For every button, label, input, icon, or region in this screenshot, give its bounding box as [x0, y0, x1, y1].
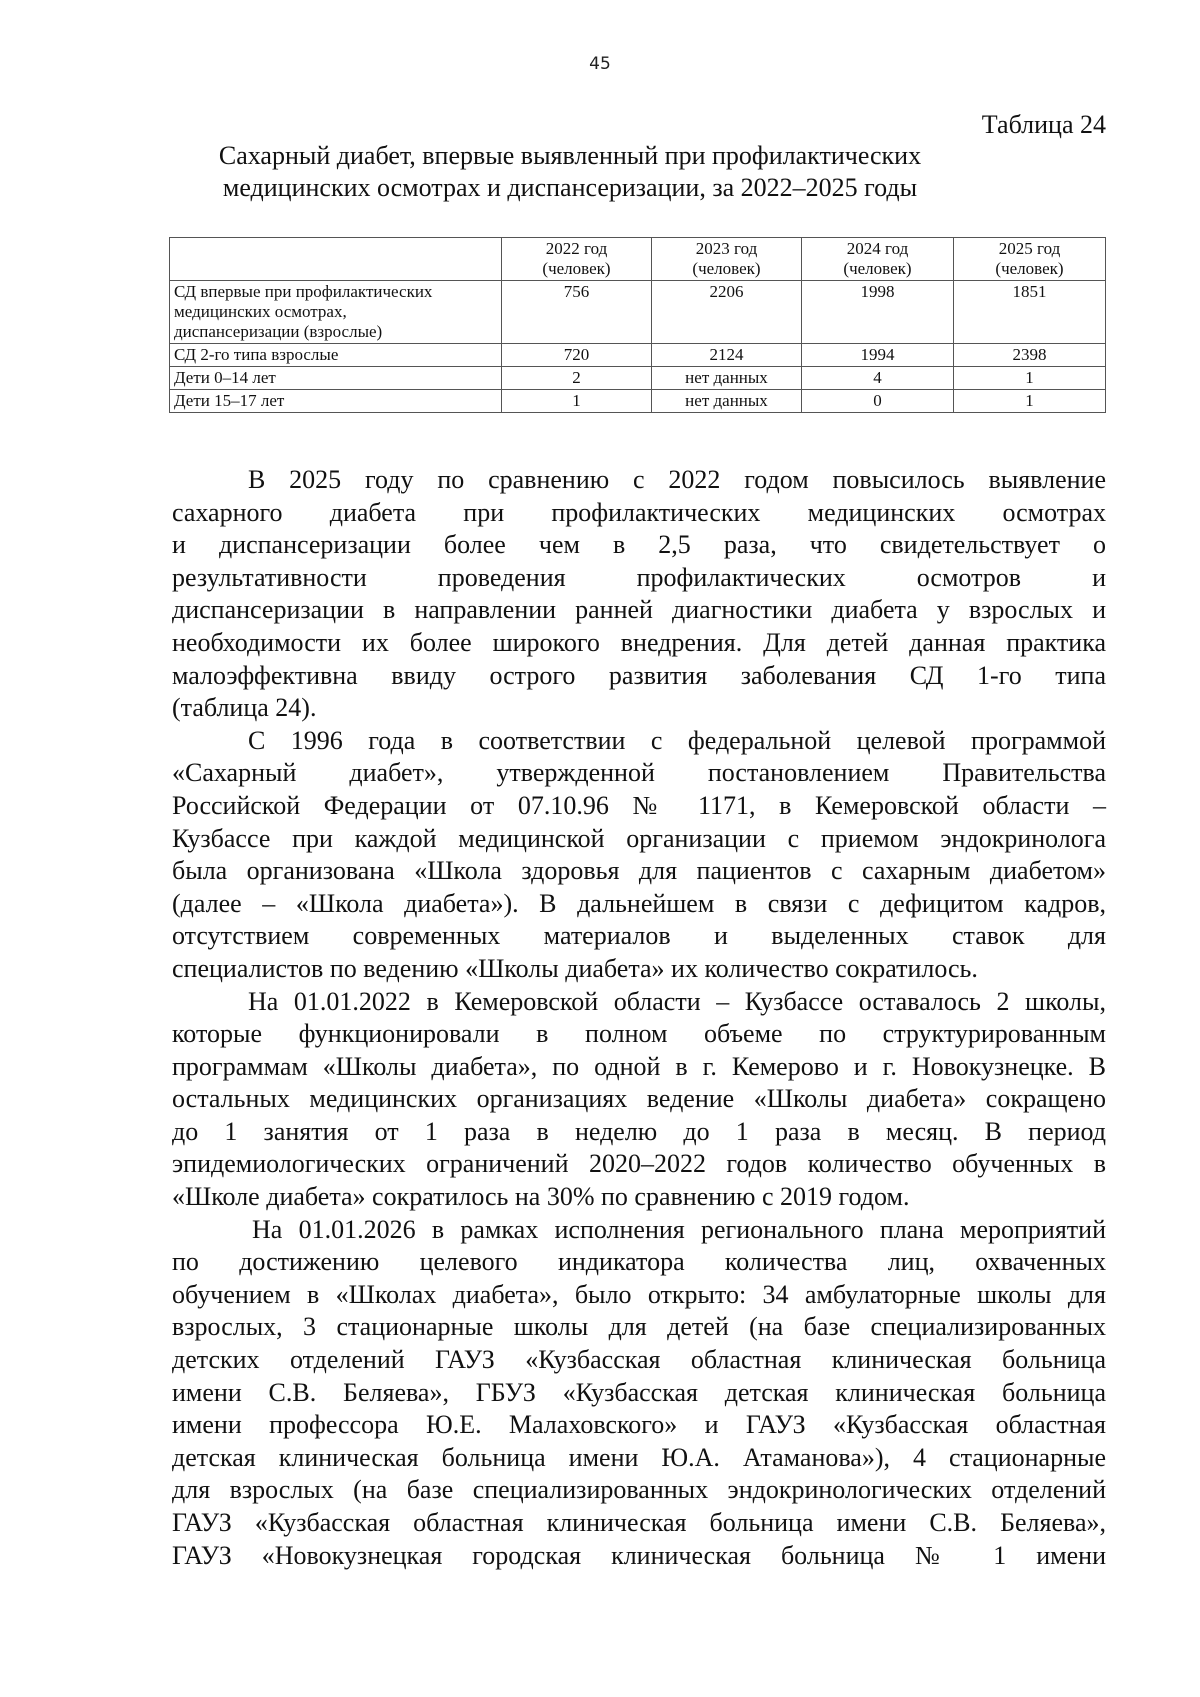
- text-line: взрослых, 3 стационарные школы для детей (на базе специализированных: [172, 1312, 1106, 1342]
- text-line: (далее – «Школа диабета»). В дальнейшем в связи с дефицитом кадров,: [172, 888, 1106, 918]
- text-line: ГАУЗ «Кузбасская областная клиническая больница имени С.В. Беляева»,: [172, 1508, 1106, 1537]
- body-text: [172, 464, 1106, 1572]
- row-label-line: СД впервые при профилактических: [174, 282, 433, 301]
- paragraph: [172, 725, 1106, 986]
- text-line: и диспансеризации более чем в 2,5 раза, что свидетельствует о: [172, 530, 1106, 560]
- row-label-line: диспансеризации (взрослые): [174, 322, 383, 341]
- text-line: С 1996 года в соответствии с федеральной целевой программой: [248, 725, 1106, 755]
- text-line: обучением в «Школах диабета», было открыто: 34 амбулаторные школы для: [172, 1279, 1106, 1309]
- table-title-line: Сахарный диабет, впервые выявленный при профилактических: [218, 141, 922, 170]
- table-cell: 1: [954, 367, 1106, 390]
- table-label: Таблица 24: [981, 110, 1106, 139]
- header-unit: (человек): [692, 259, 761, 278]
- table-header-empty: [170, 238, 502, 281]
- page-number: 45: [589, 54, 611, 74]
- text-line: по достижению целевого индикатора количества лиц, охваченных: [172, 1247, 1106, 1277]
- table-row: [170, 390, 1106, 413]
- table-row: [170, 281, 1106, 344]
- text-line: Кузбассе при каждой медицинской организации с приемом эндокринолога: [172, 823, 1106, 853]
- paragraph: [172, 986, 1106, 1214]
- text-line: эпидемиологических ограничений 2020–2022 годов количество обученных в: [172, 1149, 1106, 1179]
- header-year: 2025 год: [998, 239, 1061, 258]
- text-line: «Школе диабета» сократилось на 30% по сравнению с 2019 годом.: [172, 1182, 910, 1212]
- text-line: «Сахарный диабет», утвержденной постановлением Правительства: [172, 758, 1106, 788]
- text-line: детских отделений ГАУЗ «Кузбасская областная клиническая больница: [172, 1345, 1106, 1375]
- text-line: малоэффективна ввиду острого развития заболевания СД 1-го типа: [172, 660, 1106, 690]
- table-cell: 2124: [652, 344, 802, 367]
- table-row: [170, 344, 1106, 367]
- table-row: [170, 367, 1106, 390]
- text-line: (таблица 24).: [172, 693, 317, 723]
- text-line: имени С.В. Беляева», ГБУЗ «Кузбасская детская клиническая больница: [172, 1377, 1106, 1407]
- table-cell: 4: [802, 367, 954, 390]
- text-line: результативности проведения профилактических осмотров и: [172, 562, 1106, 592]
- row-label-line: медицинских осмотрах,: [174, 302, 347, 321]
- text-line: отсутствием современных материалов и выделенных ставок для: [172, 921, 1106, 951]
- text-line: диспансеризации в направлении ранней диагностики диабета у взрослых и: [172, 595, 1106, 625]
- row-label: Дети 0–14 лет: [170, 367, 502, 390]
- table-cell: нет данных: [652, 390, 802, 413]
- table-cell: 2: [502, 367, 652, 390]
- table-cell: 1: [502, 390, 652, 413]
- table-header-cell: [802, 238, 954, 281]
- table-cell: 2206: [652, 281, 802, 344]
- text-line: для взрослых (на базе специализированных эндокринологических отделений: [172, 1475, 1106, 1505]
- data-table: [169, 237, 1106, 413]
- text-line: имени профессора Ю.Е. Малаховского» и ГАУЗ «Кузбасская областная: [172, 1410, 1106, 1440]
- table-header-cell: [652, 238, 802, 281]
- table-cell: 2398: [954, 344, 1106, 367]
- text-line: была организована «Школа здоровья для пациентов с сахарным диабетом»: [172, 856, 1106, 886]
- table-title-line: медицинских осмотрах и диспансеризации, за 2022–2025 годы: [222, 173, 918, 202]
- text-line: В 2025 году по сравнению с 2022 годом повысилось выявление: [248, 465, 1106, 494]
- table-header-row: [170, 238, 1106, 281]
- table-cell: нет данных: [652, 367, 802, 390]
- header-unit: (человек): [843, 259, 912, 278]
- header-year: 2022 год: [545, 239, 608, 258]
- text-line: до 1 занятия от 1 раза в неделю до 1 раза в месяц. В период: [172, 1116, 1106, 1146]
- text-line: Российской Федерации от 07.10.96 № 1171, в Кемеровской области –: [172, 790, 1106, 820]
- header-year: 2024 год: [846, 239, 909, 258]
- table-header-cell: [502, 238, 652, 281]
- text-line: На 01.01.2022 в Кемеровской области – Кузбассе оставалось 2 школы,: [248, 986, 1106, 1016]
- header-unit: (человек): [995, 259, 1064, 278]
- header-year: 2023 год: [695, 239, 758, 258]
- text-line: сахарного диабета при профилактических медицинских осмотрах: [172, 497, 1106, 527]
- row-label: Дети 15–17 лет: [170, 390, 502, 413]
- text-line: детская клиническая больница имени Ю.А. Атаманова»), 4 стационарные: [172, 1442, 1106, 1472]
- text-line: необходимости их более широкого внедрения. Для детей данная практика: [172, 627, 1106, 657]
- header-unit: (человек): [542, 259, 611, 278]
- table-cell: 0: [802, 390, 954, 413]
- table-cell: 1: [954, 390, 1106, 413]
- table-cell: 720: [502, 344, 652, 367]
- table-header-cell: [954, 238, 1106, 281]
- paragraph: [172, 464, 1106, 725]
- table-cell: 1998: [802, 281, 954, 344]
- row-label: СД 2-го типа взрослые: [170, 344, 502, 367]
- text-line: специалистов по ведению «Школы диабета» их количество сократилось.: [172, 953, 978, 983]
- paragraph: [172, 1214, 1106, 1573]
- table-title: [130, 140, 1010, 204]
- text-line: программам «Школы диабета», по одной в г. Кемерово и г. Новокузнецке. В: [172, 1051, 1106, 1081]
- text-line: остальных медицинских организациях ведение «Школы диабета» сокращено: [172, 1084, 1106, 1114]
- table-cell: 1994: [802, 344, 954, 367]
- table-cell: 1851: [954, 281, 1106, 344]
- text-line: ГАУЗ «Новокузнецкая городская клиническая больница № 1 имени: [172, 1540, 1106, 1570]
- text-line: На 01.01.2026 в рамках исполнения регионального плана мероприятий: [252, 1214, 1106, 1244]
- text-line: которые функционировали в полном объеме по структурированным: [172, 1019, 1106, 1049]
- table-cell: 756: [502, 281, 652, 344]
- row-label: [170, 281, 502, 344]
